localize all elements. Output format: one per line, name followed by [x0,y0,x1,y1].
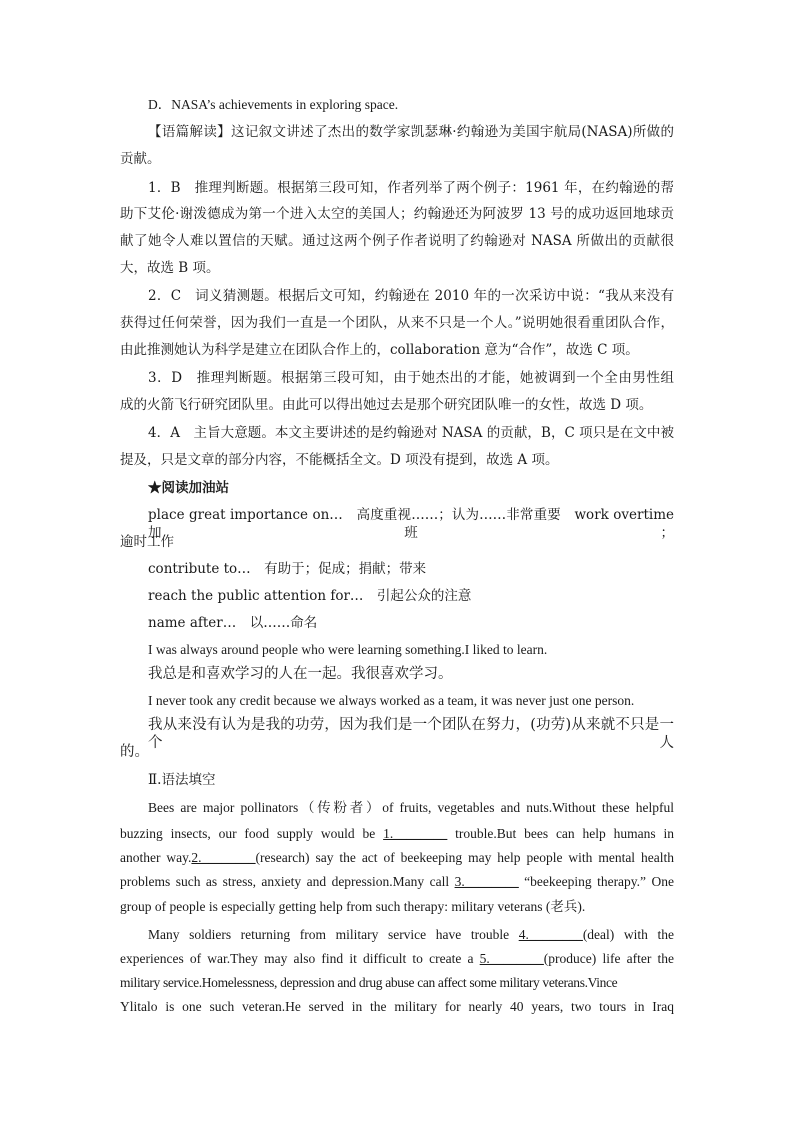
grammar-text: problems such as stress, anxiety and depression.Many call [120,874,455,889]
sentence-2-en: I never took any credit because we always worked as a team, it was never just one person. [148,693,635,708]
grammar-text: (deal) with the [582,927,674,942]
blank-3[interactable]: 3.________ [454,874,519,889]
grammar-line-7 [120,950,674,968]
passage-analysis-cont: 贡献。 [120,151,161,167]
answer-4-line-1: 4．A 主旨大意题。本文主要讲述的是约翰逊对 NASA 的贡献，B，C 项只是在文中被 [148,425,674,441]
blank-2[interactable]: 2.________ [191,850,256,865]
grammar-line-1: Bees are major pollinators（传粉者）of fruits, vegetables and nuts.Without these helpful [148,800,674,815]
answer-2-line-2: 获得过任何荣誉，因为我们一直是一个团队，从来不只是一个人。”说明她很看重团队合作， [120,315,674,331]
answer-3-line-1: 3．D 推理判断题。根据第三段可知，由于她杰出的才能，她被调到一个全由男性组 [148,370,674,386]
vocab-line-2: contribute to… 有助于；促成；捐献；带来 [148,561,427,577]
sentence-1-en: I was always around people who were learning something.I liked to learn. [148,642,548,657]
grammar-text: another way. [120,850,192,865]
vocab-line-1-cont: 逾时工作 [120,534,174,550]
grammar-line-2 [120,825,674,843]
blank-4[interactable]: 4.________ [518,927,583,942]
sentence-2-zh: 我从来没有认为是我的功劳，因为我们是一个团队在努力，(功劳)从来就不只是一个人 [148,717,674,751]
grammar-text: (produce) life after the [543,951,674,966]
answer-2-line-1: 2．C 词义猜测题。根据后文可知，约翰逊在 2010 年的一次采访中说：“我从来没有 [148,288,674,304]
answer-2-line-3: 由此推测她认为科学是建立在团队合作上的，collaboration 意为“合作”，故选 C 项。 [120,342,639,358]
grammar-line-8: military service.Homelessness, depression and drug abuse can affect some military veterans.Vince [120,975,618,990]
grammar-text: (research) say the act of beekeeping may help people with mental health [255,850,674,865]
blank-1[interactable]: 1.________ [383,826,448,841]
answer-1-line-3: 献了她令人难以置信的天赋。通过这两个例子作者说明了约翰逊对 NASA 所做出的贡献很 [120,233,674,249]
reading-boost-heading: ★阅读加油站 [148,480,229,496]
answer-1-line-1: 1．B 推理判断题。根据第三段可知，作者列举了两个例子：1961 年，在约翰逊的帮 [148,180,674,196]
grammar-text: “beekeeping therapy.” One [518,874,674,889]
grammar-text: experiences of war.They may also find it difficult to create a [120,951,480,966]
sentence-1-zh: 我总是和喜欢学习的人在一起。我很喜欢学习。 [148,666,453,682]
option-d: D．NASA’s achievements in exploring space. [148,97,399,112]
grammar-text: trouble.But bees can help humans in [447,826,674,841]
answer-1-line-4: 大，故选 B 项。 [120,260,220,276]
blank-5[interactable]: 5.________ [479,951,544,966]
grammar-line-5: group of people is especially getting help from such therapy: military veterans (老兵). [120,899,586,914]
vocab-line-3: reach the public attention for… 引起公众的注意 [148,588,472,604]
sentence-2-zh-cont: 的。 [120,744,149,760]
answer-1-line-2: 助下艾伦·谢泼德成为第一个进入太空的美国人；约翰逊还为阿波罗 13 号的成功返回地球贡 [120,206,674,222]
grammar-section-heading: Ⅱ.语法填空 [148,772,216,788]
passage-analysis-heading: 【语篇解读】这记叙文讲述了杰出的数学家凯瑟琳·约翰逊为美国宇航局(NASA)所做的 [148,124,674,140]
answer-4-line-2: 提及，只是文章的部分内容，不能概括全文。D 项没有提到，故选 A 项。 [120,452,559,468]
vocab-line-1: place great importance on… 高度重视……；认为……非常重要 work overtime 加班； [148,507,688,541]
grammar-text: Many soldiers returning from military service have trouble [148,927,519,942]
grammar-line-9: Ylitalo is one such veteran.He served in the military for nearly 40 years, two tours in Iraq [120,999,674,1014]
grammar-line-3 [120,849,674,867]
vocab-line-4: name after… 以……命名 [148,615,318,631]
grammar-line-4 [120,873,674,891]
grammar-text: buzzing insects, our food supply would be [120,826,384,841]
grammar-line-6 [148,926,674,944]
answer-3-line-2: 成的火箭飞行研究团队里。由此可以得出她过去是那个研究团队唯一的女性，故选 D 项。 [120,397,653,413]
